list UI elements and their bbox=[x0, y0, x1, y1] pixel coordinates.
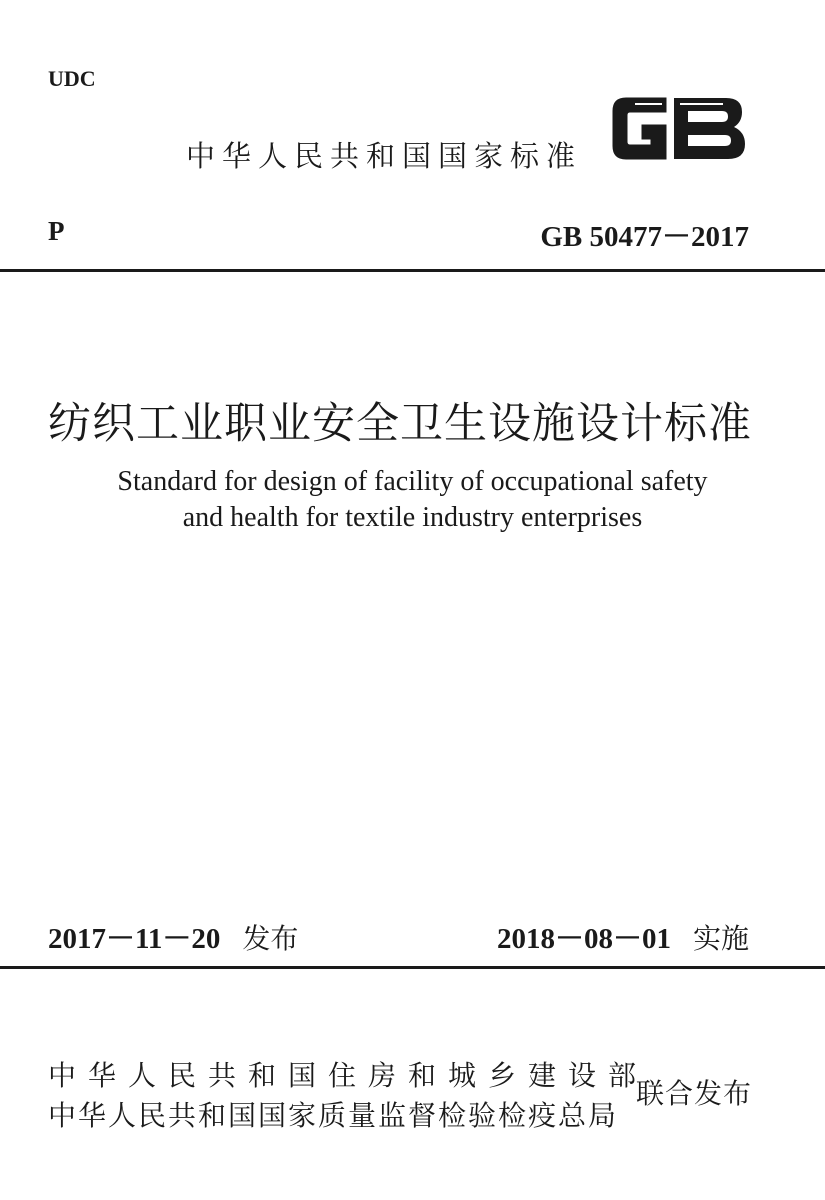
standard-type: 中华人民共和国国家标准 bbox=[186, 139, 583, 173]
implement-date-block bbox=[497, 916, 749, 957]
udc-label: UDC bbox=[48, 66, 96, 91]
issuer-ministry: 中华人民共和国住房和城乡建设部 bbox=[48, 1059, 649, 1092]
jointly-issued-label: 联合发布 bbox=[636, 1077, 753, 1110]
bottom-divider bbox=[0, 966, 825, 969]
title-english-line1: Standard for design of facility of occupational safety bbox=[117, 466, 708, 497]
title-english-line2: and health for textile industry enterprises bbox=[182, 502, 643, 533]
standard-number: GB 50477－2017 bbox=[540, 221, 749, 253]
title-chinese: 纺织工业职业安全卫生设施设计标准 bbox=[48, 399, 752, 449]
issue-date-block bbox=[48, 916, 298, 957]
top-divider bbox=[0, 269, 825, 272]
issue-label: 发布 bbox=[242, 922, 299, 955]
issuer-aqsiq: 中华人民共和国国家质量监督检验检疫总局 bbox=[48, 1099, 619, 1132]
gb-logo bbox=[608, 92, 751, 165]
implement-date: 2018－08－01 bbox=[496, 923, 671, 955]
implement-label: 实施 bbox=[692, 922, 749, 955]
classification-code: P bbox=[48, 216, 65, 246]
issue-date: 2017－11－20 bbox=[48, 923, 221, 955]
